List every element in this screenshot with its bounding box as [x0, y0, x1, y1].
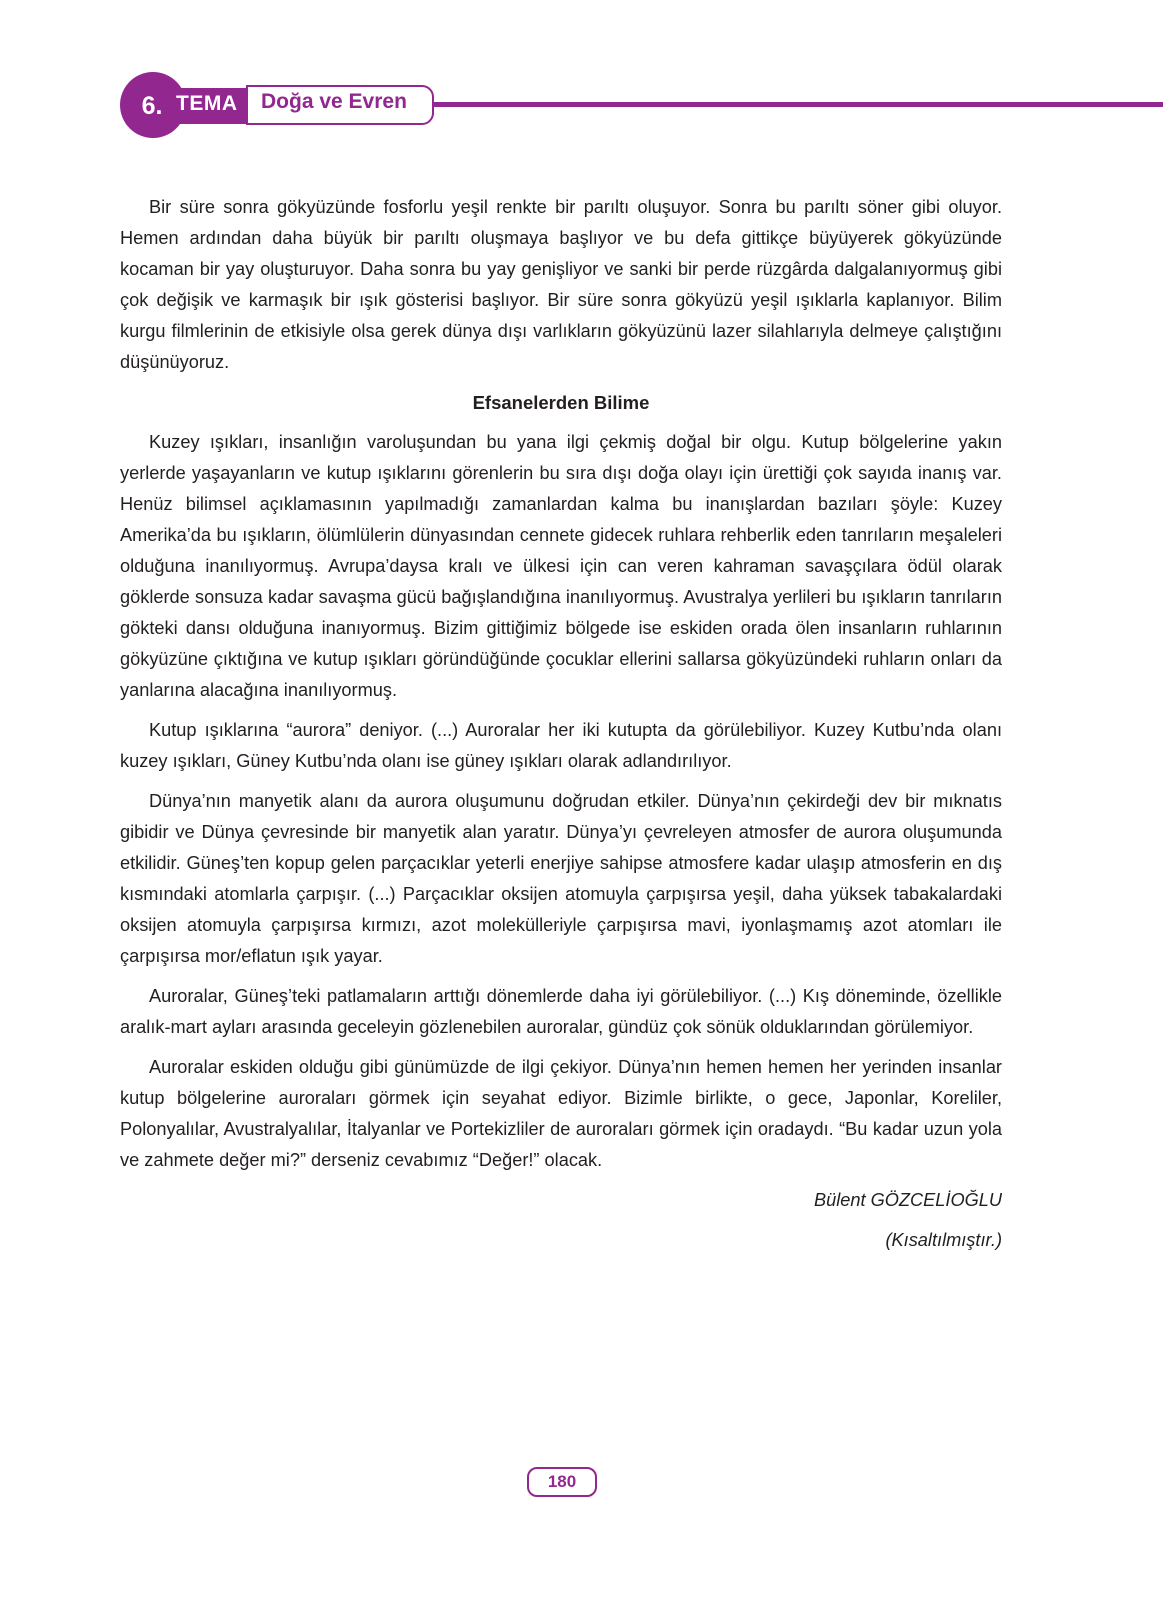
theme-header — [120, 72, 1163, 138]
body-paragraph: Kutup ışıklarına “aurora” deniyor. (...) Auroralar her iki kutupta da görülebiliyor. Kuzey Kutbu’nda olanı kuzey ışıkları, Güney Kutbu’nda olanı ise güney ışıkları olarak adlandırılıyor. — [120, 720, 1002, 771]
abridged-note: (Kısaltılmıştır.) — [885, 1230, 1002, 1250]
header-rule — [420, 102, 1163, 107]
body-paragraph: Dünya’nın manyetik alanı da aurora oluşumunu doğrudan etkiler. Dünya’nın çekirdeği dev bir mıknatıs gibidir ve Dünya çevresinde bir manyetik alan yaratır. Dünya’yı çevreleyen atmosfer de aurora oluşumunda etkilidir. Güneş’ten kopup gelen parçacıklar yeterli enerjiye sahipse atmosfere kadar ulaşıp atmosferin en dış kısmındaki atomlarla çarpışır. (...) Parçacıklar oksijen atomuyla çarpışırsa yeşil, daha yüksek tabakalardaki oksijen atomuyla çarpışırsa kırmızı, azot molekülleriyle çarpışırsa mavi, iyonlaşmamış azot atomları ile çarpışırsa mor/eflatun ışık yayar. — [120, 791, 1002, 966]
article-body — [120, 192, 1002, 1256]
page-number: 180 — [527, 1467, 597, 1497]
tema-label: TEMA — [176, 92, 238, 115]
intro-paragraph: Bir süre sonra gökyüzünde fosforlu yeşil renkte bir parıltı oluşuyor. Sonra bu parıltı söner gibi oluyor. Hemen ardından daha büyük bir parıltı oluşmaya başlıyor ve bu defa gittikçe büyüyerek gökyüzünde kocaman bir yay oluşturuyor. Daha sonra bu yay genişliyor ve sanki bir perde rüzgârda dalgalanıyormuş gibi çok değişik ve karmaşık bir ışık gösterisi başlıyor. Bir süre sonra gökyüzü yeşil ışıklarla kaplanıyor. Bilim kurgu filmlerinin de etkisiyle olsa gerek dünya dışı varlıkların gökyüzünü lazer silahlarıyla delmeye çalıştığını düşünüyoruz. — [120, 197, 1002, 372]
body-paragraph: Auroralar, Güneş’teki patlamaların arttığı dönemlerde daha iyi görülebiliyor. (...) Kış döneminde, özellikle aralık-mart ayları arasında geceleyin gözlenebilen auroralar, gündüz çok sönük olduklarından görülemiyor. — [120, 986, 1002, 1037]
author-name: Bülent GÖZCELİOĞLU — [813, 1190, 1002, 1210]
section-heading: Efsanelerden Bilime — [472, 392, 650, 413]
body-paragraph: Kuzey ışıkları, insanlığın varoluşundan bu yana ilgi çekmiş doğal bir olgu. Kutup bölgelerine yakın yerlerde yaşayanların ve kutup ışıklarını görenlerin bu sıra dışı doğa olayı için ürettiği çok sayıda inanış var. Henüz bilimsel açıklamasının yapılmadığı zamanlardan kalma bu inanışlardan bazıları şöyle: Kuzey Amerika’da bu ışıkların, ölümlülerin dünyasından cennete gidecek ruhlara rehberlik eden tanrıların meşaleleri olduğuna inanılıyormuş. Avrupa’daysa kralı ve ülkesi için can veren kahraman savaşçılara ödül olarak göklerde sonsuza kadar savaşma gücü bağışlandığına inanılıyormuş. Avustralya yerlileri bu ışıkların tanrıların gökteki dansı olduğuna inanıyormuş. Bizim gittiğimiz bölgede ise eskiden orada ölen insanların ruhlarının gökyüzüne çıktığına ve kutup ışıkları göründüğünde çocuklar ellerini sallarsa gökyüzündeki ruhların onları da yanlarına alacağına inanılıyormuş. — [120, 432, 1002, 700]
theme-title: Doğa ve Evren — [261, 90, 407, 113]
body-paragraph: Auroralar eskiden olduğu gibi günümüzde de ilgi çekiyor. Dünya’nın hemen hemen her yerinden insanlar kutup bölgelerine auroraları görmek için seyahat ediyor. Bizimle birlikte, o gece, Japonlar, Koreliler, Polonyalılar, Avustralyalılar, İtalyanlar ve Portekizliler de auroraları görmek için oradaydı. “Bu kadar uzun yola ve zahmete değer mi?” derseniz cevabımız “Değer!” olacak. — [120, 1057, 1002, 1170]
theme-number: 6. — [141, 92, 163, 120]
